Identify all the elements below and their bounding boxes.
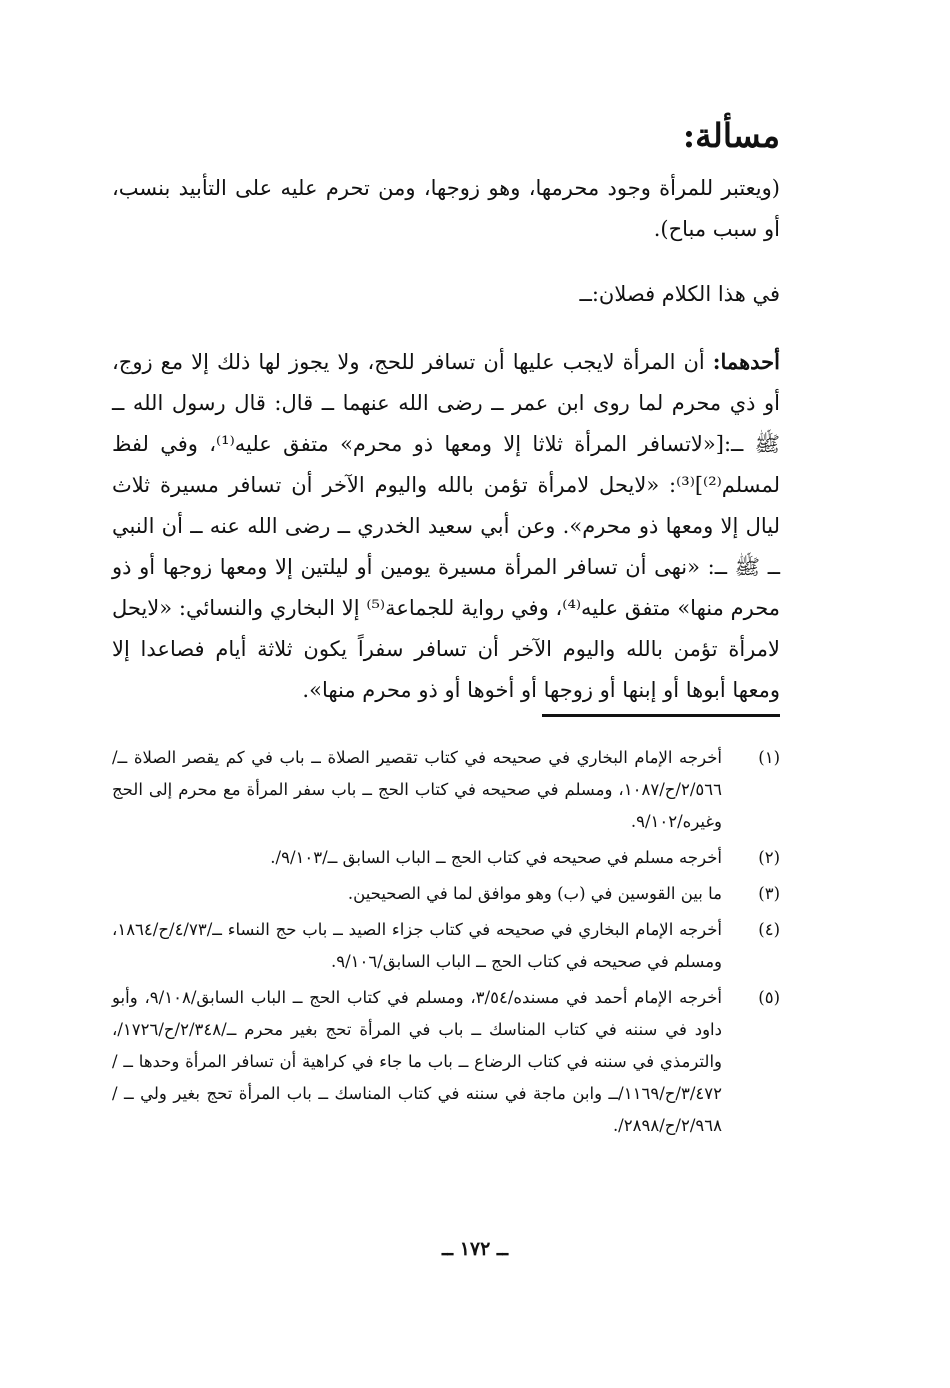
footnote-text: أخرجه الإمام أحمد في مسنده/٣/٥٤، ومسلم في كتاب الحج ــ الباب السابق/٩/١٠٨، وأبو داود في سننه في كتاب المناسك ــ باب في المرأة تحج بغير محرم ــ/٢/٣٤٨/ح/١٧٢٦/، والترمذي في سننه في كتاب الرضاع ــ باب ما جاء في كراهية أن تسافر المرأة وحدها ــ /٣/٤٧٢/ح/١١٦٩/ــ وابن ماجة في سننه في كتاب المناسك ــ باب المرأة تحج بغير ولي ــ /٢/٩٦٨/ح/٢٨٩٨/. [112, 988, 723, 1135]
footnote-item [112, 878, 780, 910]
quoted-text-paragraph: (ويعتبر للمرأة وجود محرمها، وهو زوجها، ومن تحرم عليه على التأبيد بنسب، أو سبب مباح). [112, 176, 780, 241]
footnotes [112, 742, 780, 1146]
footnote-number: (٥) [758, 988, 780, 1007]
footnote-number: (١) [758, 748, 780, 767]
section-heading: مسألة: [682, 116, 780, 155]
footnote-item [112, 982, 780, 1142]
footnote-number: (٢) [758, 848, 780, 867]
footnote-item [112, 742, 780, 838]
footnote-text: أخرجه مسلم في صحيحه في كتاب الحج ــ الباب السابق ــ/٩/١٠٣/. [270, 848, 722, 867]
paragraph-lead: أحدهما: [712, 349, 780, 374]
main-text [112, 168, 780, 711]
footnote-number: (٤) [758, 920, 780, 939]
footnote-text: أخرجه الإمام البخاري في صحيحه في كتاب تقصير الصلاة ــ باب في كم يقصر الصلاة ــ/٢/٥٦٦/ح/١٠٨٧، ومسلم في صحيحه في كتاب الحج ــ باب سفر المرأة مع محرم إلى الحج وغيره/٩/١٠٢. [112, 748, 722, 831]
footnote-item [112, 914, 780, 978]
paragraph-body: أن المرأة لايجب عليها أن تسافر للحج، ولا يجوز لها ذلك إلا مع زوج، أو ذي محرم لما روى ابن عمر ــ رضى الله عنهما ــ قال: قال رسول الله ــ ﷺ ــ:[«لاتسافر المرأة ثلاثا إلا ومعها ذو محرم» متفق عليه⁽¹⁾، وفي لفظ لمسلم⁽²⁾]⁽³⁾: «لايحل لامرأة تؤمن بالله واليوم الآخر أن تسافر مسيرة ثلاث ليال إلا ومعها ذو محرم». وعن أبي سعيد الخدري ــ رضى الله عنه ــ أن النبي ــ ﷺ ــ: «نهى أن تسافر المرأة مسيرة يومين أو ليلتين إلا ومعها زوجها أو ذو محرم منها» متفق عليه⁽⁴⁾، وفي رواية للجماعة⁽⁵⁾ إلا البخاري والنسائي: «لايحل لامرأة تؤمن بالله واليوم الآخر أن تسافر سفراً يكون ثلاثة أيام فصاعدا إلا ومعها أبوها أو إبنها أو زوجها أو أخوها أو ذو محرم منها». [112, 350, 780, 702]
footnote-text: ما بين القوسين في (ب) وهو موافق لما في الصحيحين. [347, 884, 722, 903]
footnote-item [112, 842, 780, 874]
body-paragraph [112, 341, 780, 711]
footnote-text: أخرجه الإمام البخاري في صحيحه في كتاب جزاء الصيد ــ باب حج النساء ــ/٤/٧٣/ح/١٨٦٤، ومسلم في صحيحه في كتاب الحج ــ الباب السابق/٩/١٠٦. [112, 920, 722, 971]
page-number: ــ ١٧٢ ــ [441, 1238, 509, 1260]
footnote-divider [542, 714, 780, 717]
intro-line: في هذا الكلام فصلان:ــ [579, 282, 780, 306]
footnote-number: (٣) [758, 884, 780, 903]
